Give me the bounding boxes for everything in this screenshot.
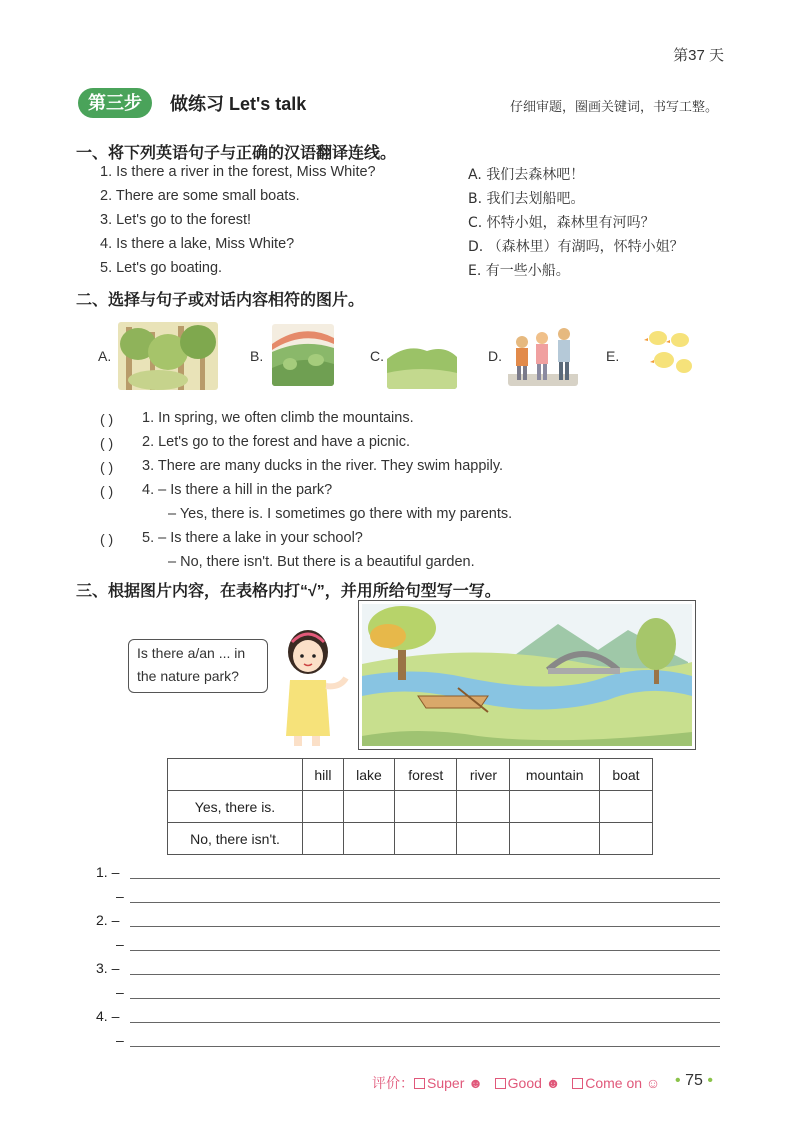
grass-picture xyxy=(387,343,457,389)
question-5: 5. – Is there a lake in your school? xyxy=(142,530,363,546)
check-cell[interactable] xyxy=(599,823,652,855)
check-cell[interactable] xyxy=(343,791,394,823)
check-cell[interactable] xyxy=(457,791,510,823)
header-lake: lake xyxy=(343,759,394,791)
bubble-line-2: the nature park? xyxy=(137,668,239,684)
writing-line[interactable] xyxy=(130,926,720,927)
check-cell[interactable] xyxy=(303,823,344,855)
super-label: Super xyxy=(427,1075,465,1091)
english-sentence-3: 3. Let's go to the forest! xyxy=(100,212,252,228)
chinese-translation-e: E. 有一些小船。 xyxy=(468,263,570,279)
evaluation-label: 评价： xyxy=(372,1075,414,1091)
come-on-label: Come on xyxy=(585,1075,643,1091)
answer-blank-3[interactable]: ( ) xyxy=(100,459,114,475)
chinese-translation-b: B. 我们去划船吧。 xyxy=(468,191,585,207)
writing-line[interactable] xyxy=(130,902,720,903)
choice-label-c: C. xyxy=(370,348,384,364)
page-number-text: 75 xyxy=(685,1072,703,1089)
writing-number-3: 3. – xyxy=(96,960,120,976)
check-cell[interactable] xyxy=(395,791,457,823)
writing-number-4: 4. – xyxy=(96,1008,120,1024)
header-hill: hill xyxy=(303,759,344,791)
choice-label-d: D. xyxy=(488,348,502,364)
header-forest: forest xyxy=(395,759,457,791)
check-cell[interactable] xyxy=(510,791,599,823)
question-2: 2. Let's go to the forest and have a picnic. xyxy=(142,434,410,450)
writing-number-2: 2. – xyxy=(96,912,120,928)
answer-blank-1[interactable]: ( ) xyxy=(100,411,114,427)
good-label: Good xyxy=(507,1075,542,1091)
table-row-yes xyxy=(168,791,653,823)
check-cell[interactable] xyxy=(510,823,599,855)
english-sentence-1: 1. Is there a river in the forest, Miss White? xyxy=(100,164,376,180)
family-hiking-picture xyxy=(508,326,578,386)
english-sentence-2: 2. There are some small boats. xyxy=(100,188,300,204)
forest-picture xyxy=(118,322,218,390)
ducks-picture xyxy=(644,326,694,378)
table-header-row xyxy=(168,759,653,791)
step-title: 做练习 Let's talk xyxy=(170,94,307,114)
come-on-checkbox[interactable] xyxy=(572,1078,583,1089)
writing-line[interactable] xyxy=(130,878,720,879)
english-sentence-5: 5. Let's go boating. xyxy=(100,260,223,276)
writing-dash-4: – xyxy=(116,1032,124,1048)
writing-line[interactable] xyxy=(130,1022,720,1023)
choice-label-a: A. xyxy=(98,348,112,364)
step-badge: 第三步 xyxy=(78,88,152,118)
answer-blank-5[interactable]: ( ) xyxy=(100,531,114,547)
chinese-translation-c: C. 怀特小姐，森林里有河吗？ xyxy=(468,215,655,231)
writing-number-1: 1. – xyxy=(96,864,120,880)
bubble-line-1: Is there a/an ... in xyxy=(137,645,246,661)
come-on-face-icon: ☺ xyxy=(642,1075,661,1091)
question-4-reply: – Yes, there is. I sometimes go there with my parents. xyxy=(168,506,513,522)
english-sentence-4: 4. Is there a lake, Miss White? xyxy=(100,236,295,252)
header-river: river xyxy=(457,759,510,791)
writing-line[interactable] xyxy=(130,974,720,975)
writing-line[interactable] xyxy=(130,998,720,999)
writing-dash-1: – xyxy=(116,888,124,904)
check-cell[interactable] xyxy=(303,791,344,823)
choice-label-e: E. xyxy=(606,348,620,364)
writing-dash-3: – xyxy=(116,984,124,1000)
writing-line[interactable] xyxy=(130,1046,720,1047)
chinese-translation-a: A. 我们去森林吧！ xyxy=(468,167,585,183)
row-label-yes: Yes, there is. xyxy=(168,791,303,823)
answer-table xyxy=(167,758,653,855)
chinese-translation-d: D. （森林里）有湖吗，怀特小姐？ xyxy=(468,239,684,255)
evaluation-bar xyxy=(372,1073,660,1093)
table-corner-cell xyxy=(168,759,303,791)
check-cell[interactable] xyxy=(457,823,510,855)
dot-icon: • xyxy=(675,1072,681,1089)
check-cell[interactable] xyxy=(343,823,394,855)
nature-park-picture xyxy=(358,600,696,750)
check-cell[interactable] xyxy=(599,791,652,823)
hill-picture xyxy=(272,324,334,386)
answer-blank-2[interactable]: ( ) xyxy=(100,435,114,451)
speech-bubble xyxy=(128,639,268,693)
answer-blank-4[interactable]: ( ) xyxy=(100,483,114,499)
row-label-no: No, there isn't. xyxy=(168,823,303,855)
question-1: 1. In spring, we often climb the mountains. xyxy=(142,410,414,426)
header-boat: boat xyxy=(599,759,652,791)
tip-text: 仔细审题，圈画关键词，书写工整。 xyxy=(509,100,718,115)
question-5-reply: – No, there isn't. But there is a beautiful garden. xyxy=(168,554,475,570)
check-cell[interactable] xyxy=(395,823,457,855)
super-face-icon: ☻ xyxy=(464,1075,483,1091)
table-row-no xyxy=(168,823,653,855)
question-4: 4. – Is there a hill in the park? xyxy=(142,482,333,498)
writing-line[interactable] xyxy=(130,950,720,951)
good-checkbox[interactable] xyxy=(495,1078,506,1089)
super-checkbox[interactable] xyxy=(414,1078,425,1089)
girl-illustration xyxy=(276,626,356,748)
writing-dash-2: – xyxy=(116,936,124,952)
section-1-heading: 一、将下列英语句子与正确的汉语翻译连线。 xyxy=(76,145,397,162)
header-mountain: mountain xyxy=(510,759,599,791)
day-indicator: 第37 天 xyxy=(673,47,724,64)
page-number xyxy=(675,1072,713,1090)
section-2-heading: 二、选择与句子或对话内容相符的图片。 xyxy=(76,292,365,309)
choice-label-b: B. xyxy=(250,348,264,364)
section-3-heading: 三、根据图片内容，在表格内打“√”，并用所给句型写一写。 xyxy=(76,583,501,600)
dot-icon: • xyxy=(707,1072,713,1089)
good-face-icon: ☻ xyxy=(541,1075,561,1091)
question-3: 3. There are many ducks in the river. They swim happily. xyxy=(142,458,504,474)
